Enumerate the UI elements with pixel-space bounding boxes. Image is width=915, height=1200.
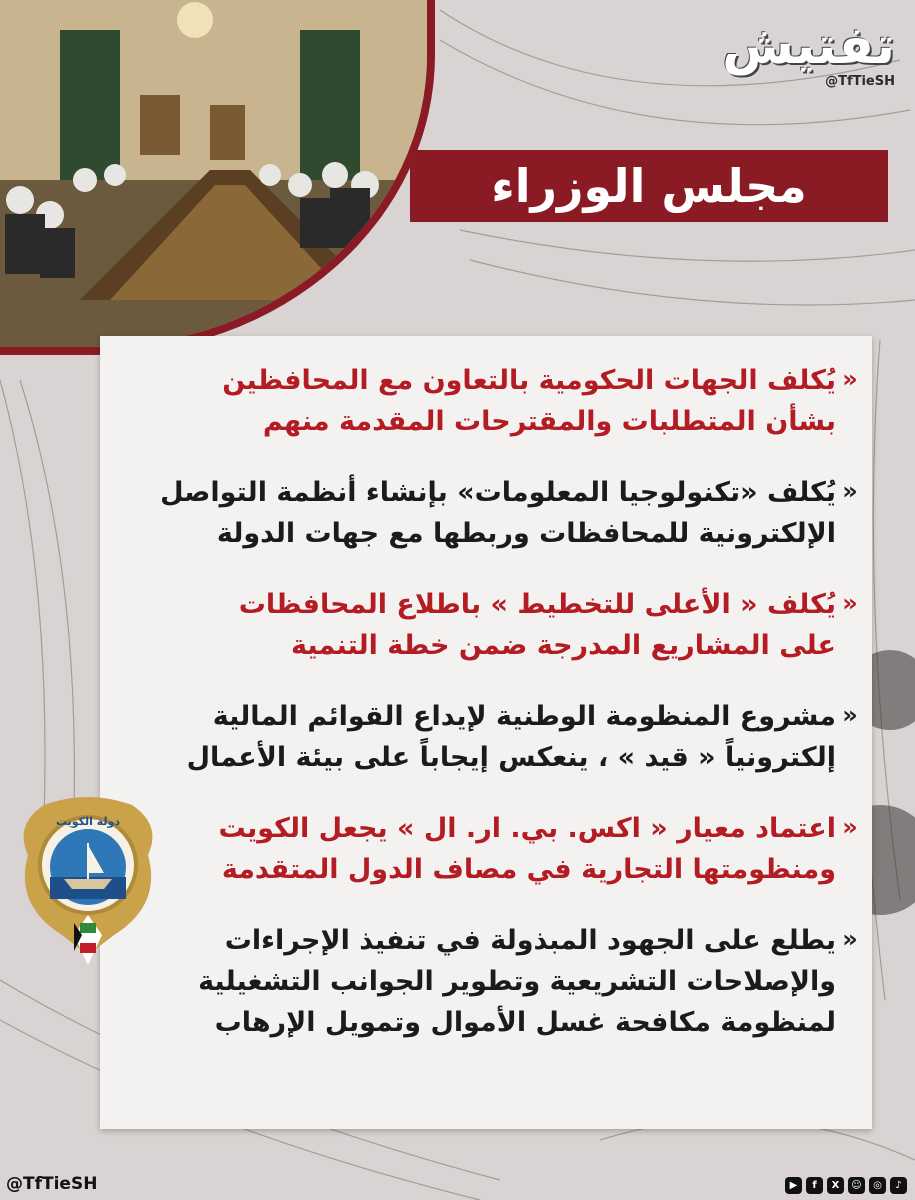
news-item-line: إلكترونياً « قيد » ، ينعكس إيجاباً على بيئة الأعمال [186,742,836,773]
facebook-icon[interactable]: f [806,1177,823,1194]
news-item-line: لمنظومة مكافحة غسل الأموال وتمويل الإرهاب [214,1007,836,1038]
brand-handle: @TfTieSH [825,74,895,89]
x-icon[interactable]: X [827,1177,844,1194]
youtube-icon[interactable]: ▶ [785,1177,802,1194]
footer-handle: @TfTieSH [6,1174,98,1194]
news-item-text [239,584,836,666]
news-item [149,696,864,778]
double-chevron-icon: « [842,925,858,953]
instagram-icon[interactable]: ◎ [869,1177,886,1194]
news-item [149,584,864,666]
news-item-line: مشروع المنظومة الوطنية لإيداع القوائم المالية [212,701,836,732]
news-item-line: يُكلف الجهات الحكومية بالتعاون مع المحافظين [222,365,836,396]
news-item-line: يُكلف « الأعلى للتخطيط » باطلاع المحافظات [238,589,836,620]
snapchat-icon[interactable]: ☺ [848,1177,865,1194]
news-item-line: ومنظومتها التجارية في مصاف الدول المتقدمة [221,854,836,885]
news-item-line: الإلكترونية للمحافظات وربطها مع جهات الدولة [216,518,836,549]
news-item-text [160,472,836,554]
news-items-list [149,360,864,1073]
news-item-line: يطلع على الجهود المبذولة في تنفيذ الإجراءات [224,925,836,956]
double-chevron-icon: « [842,477,858,505]
news-item-line: على المشاريع المدرجة ضمن خطة التنمية [290,630,836,661]
double-chevron-icon: « [842,813,858,841]
title-banner [410,150,888,222]
brand-logo [722,16,895,89]
kuwait-emblem [14,795,162,973]
cabinet-photo-frame [0,0,435,355]
news-item [149,360,864,442]
news-item-text [198,920,836,1043]
news-item-text [222,360,836,442]
news-item [149,920,864,1043]
social-icons [785,1177,907,1194]
news-item-line: يُكلف «تكنولوجيا المعلومات» بإنشاء أنظمة التواصل [160,477,836,508]
news-item [149,472,864,554]
cabinet-meeting-photo [0,0,435,355]
page-title: مجلس الوزراء [491,159,807,213]
brand-logo-text: تفتيش [722,16,895,76]
tiktok-icon[interactable]: ♪ [890,1177,907,1194]
emblem-text: دولة الكويت [55,815,121,828]
double-chevron-icon: « [842,701,858,729]
content-paper [100,336,872,1129]
news-item-text [187,696,836,778]
news-item [149,808,864,890]
news-item-line: بشأن المتطلبات والمقترحات المقدمة منهم [262,406,836,437]
news-item-text [219,808,836,890]
double-chevron-icon: « [842,589,858,617]
double-chevron-icon: « [842,365,858,393]
news-item-line: اعتماد معيار « اكس. بي. ار. ال » يجعل الكويت [218,813,836,844]
news-item-line: والإصلاحات التشريعية وتطوير الجوانب التشغيلية [198,966,836,997]
